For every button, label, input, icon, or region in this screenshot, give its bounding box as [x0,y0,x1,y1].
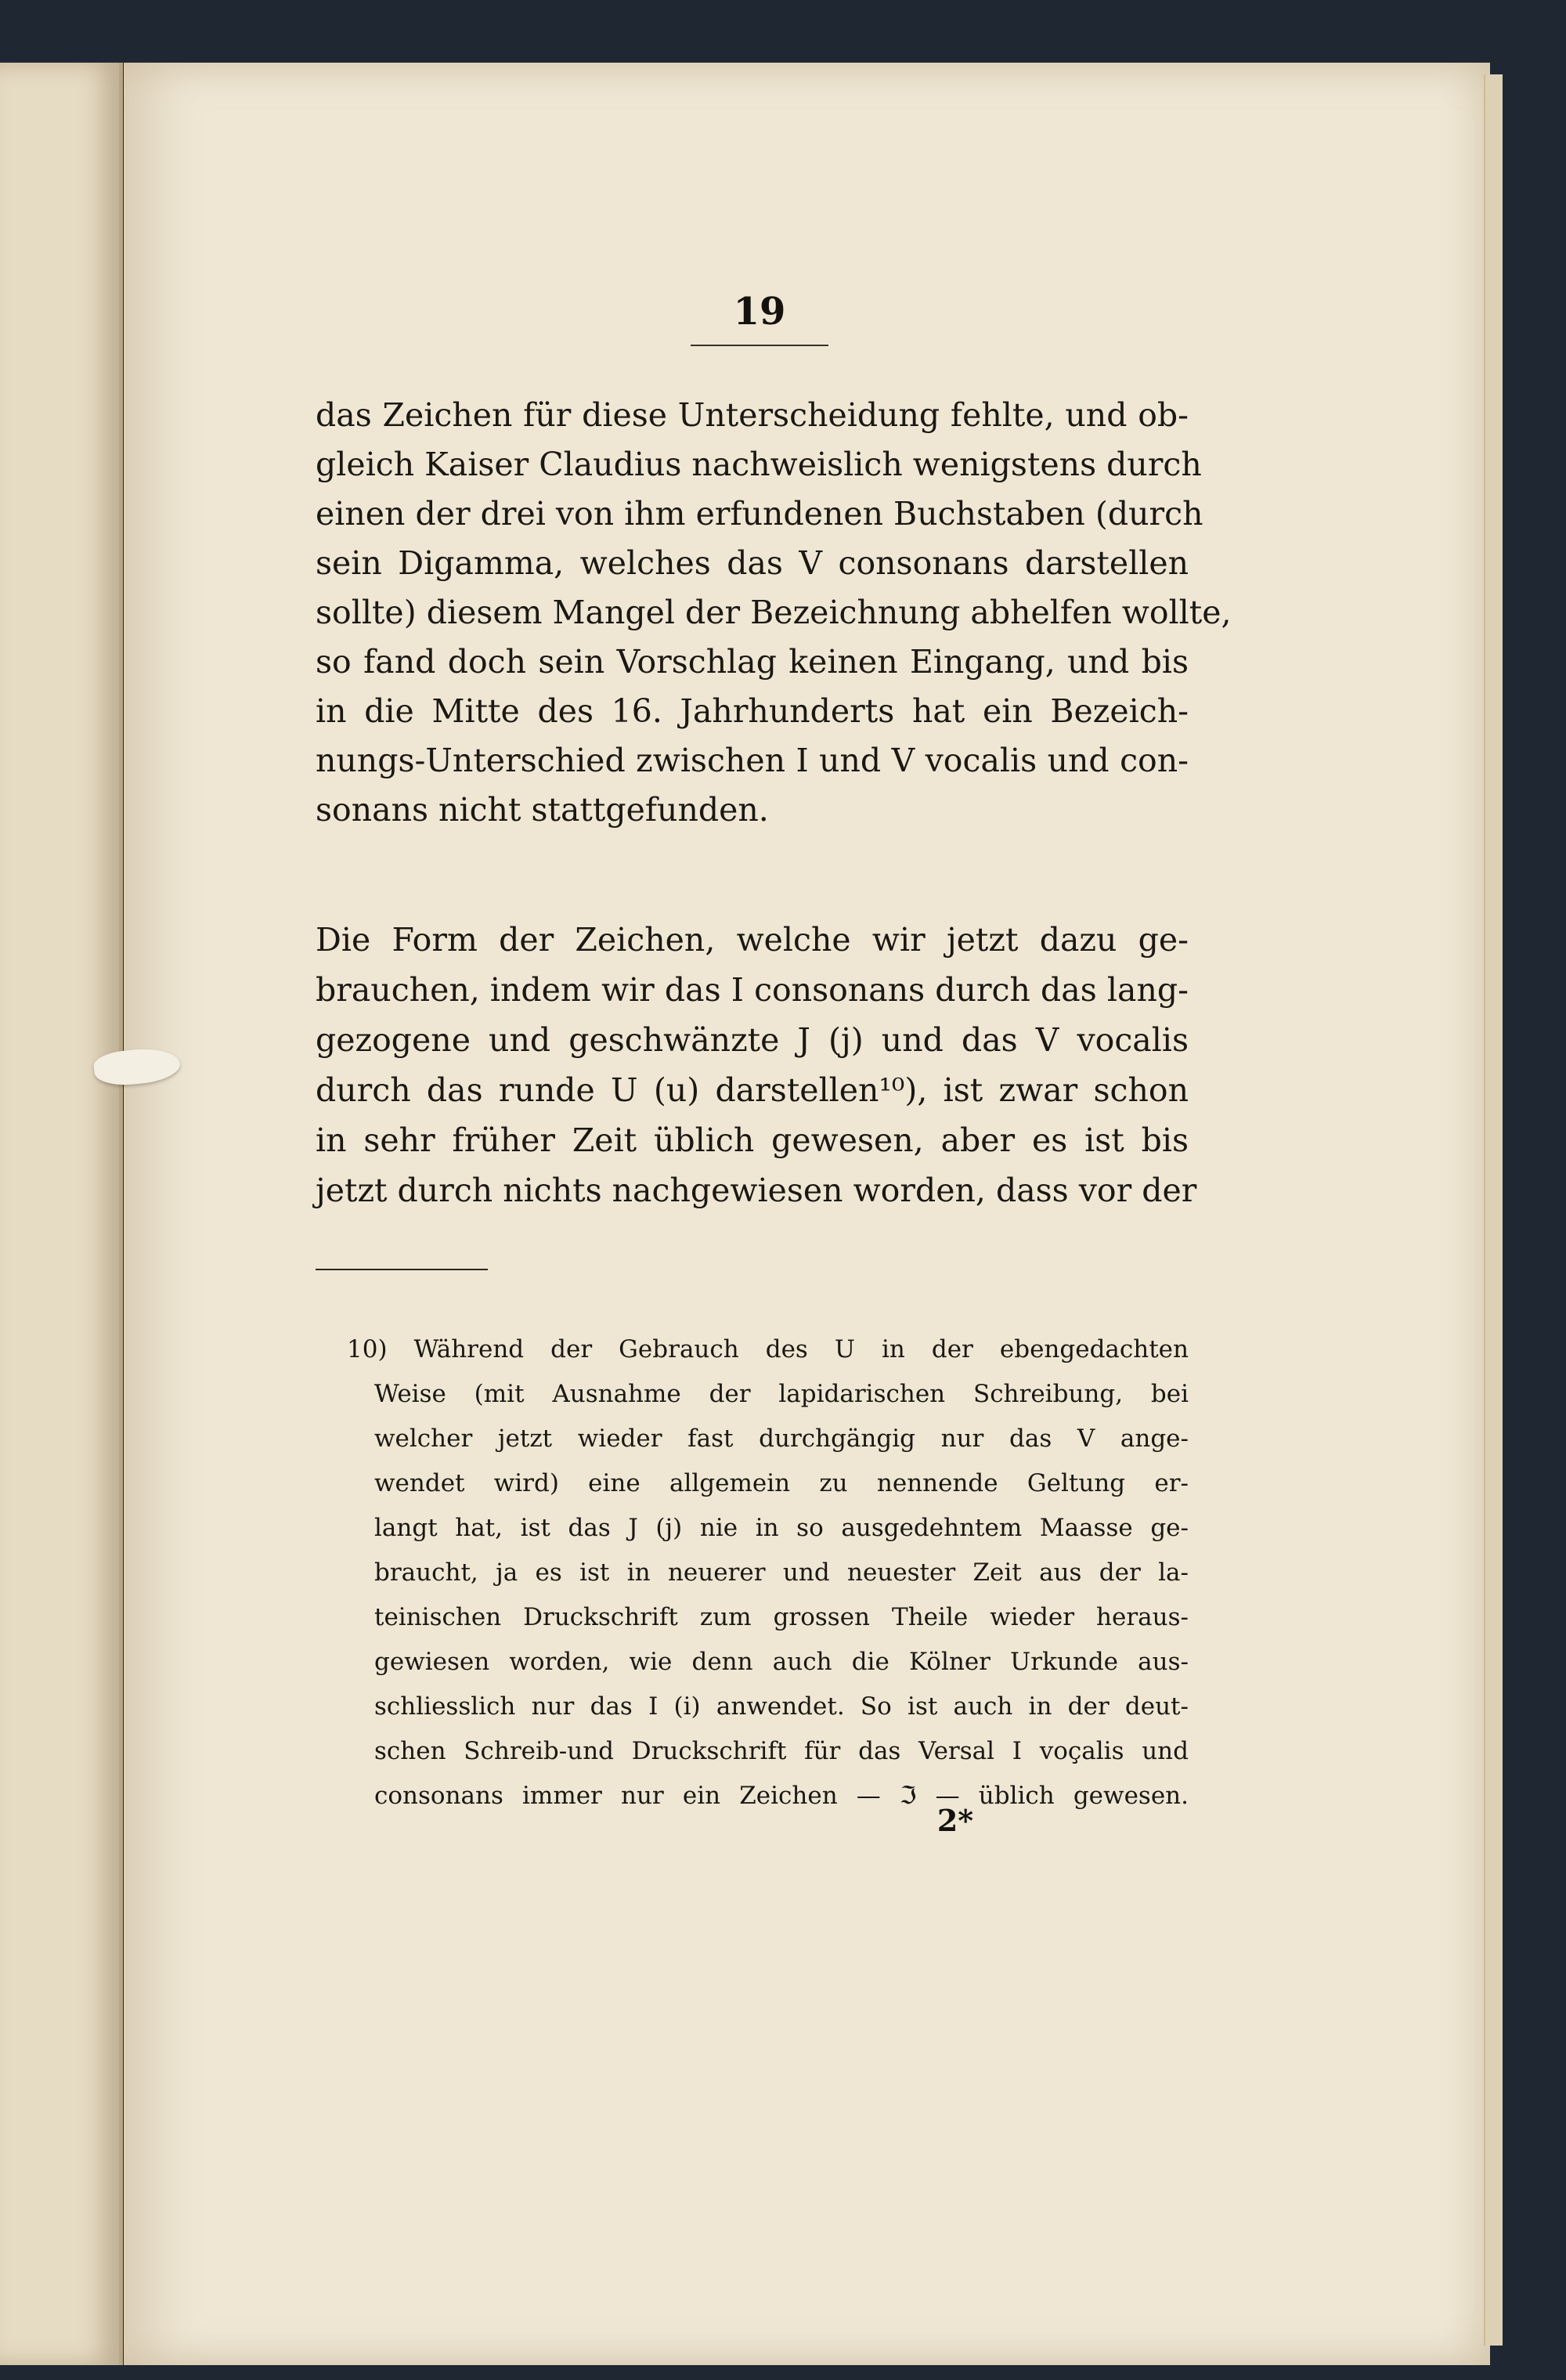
left-page-edge [0,63,123,2365]
paragraph-line: gezogene und geschwänzte J (j) und das V vocalis [316,1021,1189,1059]
paragraph-line: sonans nicht stattgefunden. [316,791,769,829]
footnote-line: teinischen Druckschrift zum grossen Theile wieder heraus- [374,1603,1189,1631]
footnote-line: schliesslich nur das I (i) anwendet. So ist auch in der deut- [374,1692,1189,1721]
paragraph-line: gleich Kaiser Claudius nachweislich wenigstens durch [316,446,1202,483]
paragraph-line: so fand doch sein Vorschlag keinen Eingang, und bis [316,643,1189,681]
paragraph-line: sein Digamma, welches das V consonans darstellen [316,544,1189,582]
footnote-line: langt hat, ist das J (j) nie in so ausgedehntem Maasse ge- [374,1514,1189,1542]
footnote-line: 10) Während der Gebrauch des U in der ebengedachten [347,1335,1189,1363]
footnote-line: consonans immer nur ein Zeichen — ℑ — üblich gewesen. [374,1782,1189,1810]
footnote-line: gewiesen worden, wie denn auch die Kölner Urkunde aus- [374,1648,1189,1676]
footnote-line: Weise (mit Ausnahme der lapidarischen Schreibung, bei [374,1380,1189,1408]
paragraph-line: das Zeichen für diese Unterscheidung fehlte, und ob- [316,396,1189,434]
paragraph-line: nungs-Unterschied zwischen I und V vocalis und con- [316,742,1189,779]
paragraph-line: jetzt durch nichts nachgewiesen worden, dass vor der [316,1172,1197,1209]
page-number-rule [691,345,828,346]
footnote-line: braucht, ja es ist in neuerer und neuester Zeit aus der la- [374,1558,1189,1587]
paragraph-line: brauchen, indem wir das I consonans durch das lang- [316,971,1189,1009]
paragraph-line: durch das runde U (u) darstellen¹⁰), ist zwar schon [316,1071,1189,1109]
page-stack-edge [1484,74,1503,2346]
paragraph-line: Die Form der Zeichen, welche wir jetzt dazu ge- [316,921,1189,959]
paragraph-line: sollte) diesem Mangel der Bezeichnung abhelfen wollte, [316,594,1232,631]
paragraph-line: in sehr früher Zeit üblich gewesen, aber es ist bis [316,1121,1189,1159]
paragraph-line: in die Mitte des 16. Jahrhunderts hat ein Bezeich- [316,692,1189,730]
paragraph-line: einen der drei von ihm erfundenen Buchstaben (durch [316,495,1203,533]
footnote-line: welcher jetzt wieder fast durchgängig nur das V ange- [374,1425,1189,1453]
signature-mark: 2* [936,1803,974,1838]
footnote-line: wendet wird) eine allgemein zu nennende Geltung er- [374,1469,1189,1497]
page-number: 19 [733,290,786,334]
footnote-rule [316,1269,488,1270]
footnote-line: schen Schreib-und Druckschrift für das Versal I voçalis und [374,1737,1189,1765]
